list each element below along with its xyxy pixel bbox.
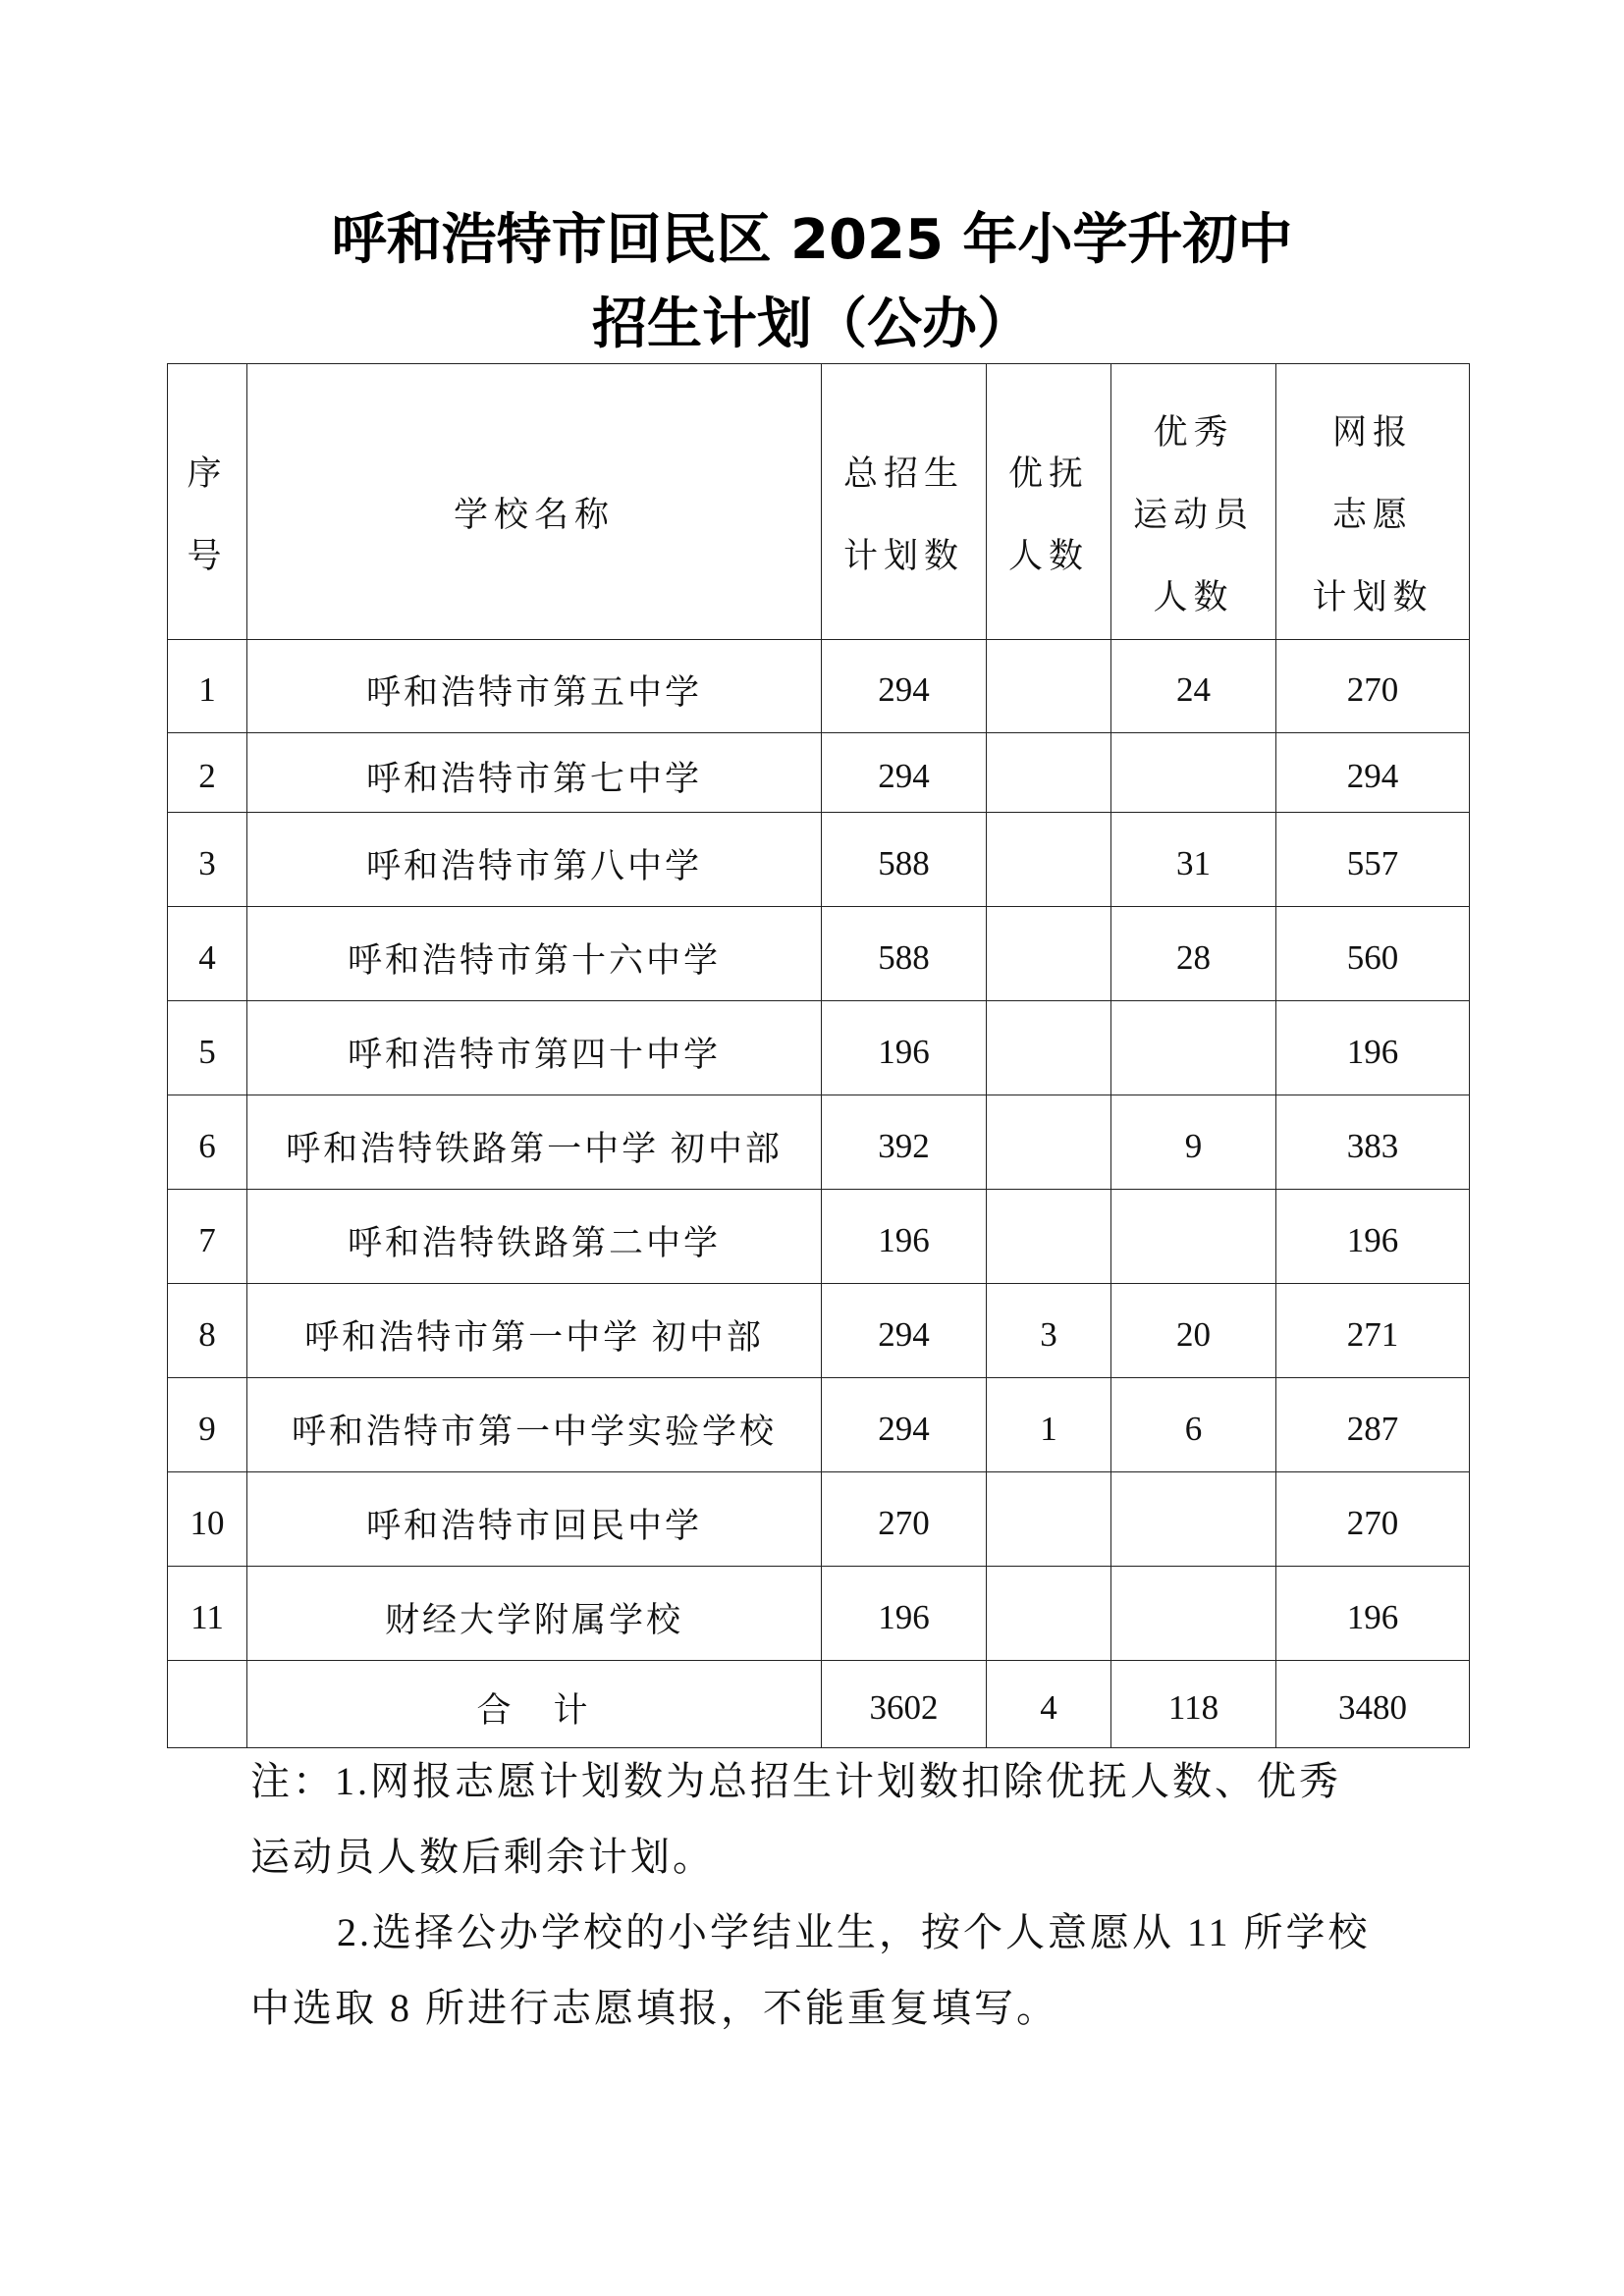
- row-number-cell: 4: [168, 907, 247, 1001]
- school-name-cell: 呼和浩特市第五中学: [247, 640, 822, 733]
- row-number-cell: 6: [168, 1095, 247, 1190]
- row-number-cell: 3: [168, 813, 247, 907]
- table-row: [168, 1001, 1470, 1095]
- notes-section: [250, 1743, 1371, 2046]
- athlete-count-cell: [1111, 1472, 1276, 1567]
- school-name-cell: 呼和浩特市回民中学: [247, 1472, 822, 1567]
- header-line: 人数: [1153, 578, 1234, 616]
- online-plan-cell: 557: [1276, 813, 1470, 907]
- preferential-count-cell: [987, 1567, 1111, 1661]
- row-number-cell: 9: [168, 1378, 247, 1472]
- subtitle-line: 招生计划（公办）: [592, 293, 1032, 356]
- header-line: 优秀: [1153, 413, 1234, 452]
- row-number-cell: 10: [168, 1472, 247, 1567]
- online-plan-cell: 196: [1276, 1567, 1470, 1661]
- note-1-line: 注：1.网报志愿计划数为总招生计划数扣除优抚人数、优秀: [250, 1759, 1341, 1803]
- online-plan-cell: 271: [1276, 1284, 1470, 1378]
- row-number-cell: 7: [168, 1190, 247, 1284]
- preferential-count-cell: [987, 640, 1111, 733]
- total-plan-cell: 196: [822, 1190, 987, 1284]
- online-plan-cell: 294: [1276, 733, 1470, 813]
- header-line: 号: [187, 537, 228, 575]
- athlete-count-cell: [1111, 733, 1276, 813]
- total-plan-cell: 196: [822, 1001, 987, 1095]
- school-name-cell: 呼和浩特铁路第二中学: [247, 1190, 822, 1284]
- school-name-cell: 财经大学附属学校: [247, 1567, 822, 1661]
- note-2-line: 2.选择公办学校的小学结业生，按个人意愿从 11 所学校: [337, 1910, 1371, 1954]
- preferential-count-cell: 1: [987, 1378, 1111, 1472]
- athlete-count-cell: 24: [1111, 640, 1276, 733]
- header-athlete-count: [1111, 364, 1276, 640]
- header-line: 计划数: [1312, 578, 1434, 616]
- header-school-name: [247, 364, 822, 640]
- preferential-count-cell: [987, 1190, 1111, 1284]
- school-name-cell: 呼和浩特市第十六中学: [247, 907, 822, 1001]
- online-plan-cell: 287: [1276, 1378, 1470, 1472]
- online-plan-cell: 270: [1276, 640, 1470, 733]
- online-plan-sum-cell: 3480: [1276, 1661, 1470, 1748]
- online-plan-cell: 196: [1276, 1001, 1470, 1095]
- preferential-count-cell: [987, 813, 1111, 907]
- table-total-row: [168, 1661, 1470, 1748]
- school-name-cell: 呼和浩特市第四十中学: [247, 1001, 822, 1095]
- preferential-count-cell: [987, 733, 1111, 813]
- athlete-count-cell: 31: [1111, 813, 1276, 907]
- athlete-count-cell: 6: [1111, 1378, 1276, 1472]
- athlete-count-cell: [1111, 1190, 1276, 1284]
- online-plan-cell: 560: [1276, 907, 1470, 1001]
- table-row: [168, 733, 1470, 813]
- header-line: 人数: [1007, 537, 1089, 575]
- table-row: [168, 813, 1470, 907]
- row-number-cell: [168, 1661, 247, 1748]
- table-row: [168, 1378, 1470, 1472]
- table-row: [168, 1095, 1470, 1190]
- athlete-count-cell: 9: [1111, 1095, 1276, 1190]
- total-plan-cell: 196: [822, 1567, 987, 1661]
- enrollment-plan-table: [167, 363, 1470, 1748]
- preferential-count-cell: 3: [987, 1284, 1111, 1378]
- total-plan-cell: 588: [822, 907, 987, 1001]
- title-line: 呼和浩特市回民区 2025 年小学升初中: [331, 208, 1293, 272]
- table-header-row: [168, 364, 1470, 640]
- note-2-line: 中选取 8 所进行志愿填报，不能重复填写。: [250, 1986, 1058, 2030]
- header-line: 序: [187, 454, 228, 493]
- header-line: 学校名称: [453, 496, 615, 534]
- header-online-plan: [1276, 364, 1470, 640]
- header-line: 计划数: [842, 537, 964, 575]
- school-name-cell: 呼和浩特市第八中学: [247, 813, 822, 907]
- table-row: [168, 907, 1470, 1001]
- header-preferential-count: [987, 364, 1111, 640]
- document-title: [0, 198, 1624, 367]
- header-total-plan: [822, 364, 987, 640]
- total-plan-cell: 294: [822, 640, 987, 733]
- preferential-sum-cell: 4: [987, 1661, 1111, 1748]
- total-plan-cell: 392: [822, 1095, 987, 1190]
- row-number-cell: 5: [168, 1001, 247, 1095]
- table-row: [168, 1472, 1470, 1567]
- school-name-cell: 呼和浩特市第一中学 初中部: [247, 1284, 822, 1378]
- row-number-cell: 8: [168, 1284, 247, 1378]
- total-plan-cell: 294: [822, 733, 987, 813]
- school-name-cell: 呼和浩特铁路第一中学 初中部: [247, 1095, 822, 1190]
- total-plan-sum-cell: 3602: [822, 1661, 987, 1748]
- total-plan-cell: 270: [822, 1472, 987, 1567]
- athlete-count-cell: [1111, 1001, 1276, 1095]
- school-name-cell: 呼和浩特市第一中学实验学校: [247, 1378, 822, 1472]
- total-plan-cell: 588: [822, 813, 987, 907]
- preferential-count-cell: [987, 1472, 1111, 1567]
- header-line: 志愿: [1331, 496, 1413, 534]
- total-label-cell: 合 计: [247, 1661, 822, 1748]
- total-plan-cell: 294: [822, 1378, 987, 1472]
- table-row: [168, 1190, 1470, 1284]
- table-row: [168, 1284, 1470, 1378]
- table-row: [168, 640, 1470, 733]
- online-plan-cell: 196: [1276, 1190, 1470, 1284]
- athlete-count-cell: 28: [1111, 907, 1276, 1001]
- online-plan-cell: 270: [1276, 1472, 1470, 1567]
- preferential-count-cell: [987, 1001, 1111, 1095]
- total-plan-cell: 294: [822, 1284, 987, 1378]
- header-line: 优抚: [1007, 454, 1089, 493]
- row-number-cell: 2: [168, 733, 247, 813]
- athlete-sum-cell: 118: [1111, 1661, 1276, 1748]
- athlete-count-cell: [1111, 1567, 1276, 1661]
- school-name-cell: 呼和浩特市第七中学: [247, 733, 822, 813]
- header-line: 总招生: [842, 454, 964, 493]
- note-1-line: 运动员人数后剩余计划。: [250, 1835, 715, 1879]
- row-number-cell: 11: [168, 1567, 247, 1661]
- preferential-count-cell: [987, 1095, 1111, 1190]
- athlete-count-cell: 20: [1111, 1284, 1276, 1378]
- header-line: 网报: [1331, 413, 1413, 452]
- table-row: [168, 1567, 1470, 1661]
- row-number-cell: 1: [168, 640, 247, 733]
- preferential-count-cell: [987, 907, 1111, 1001]
- header-line: 运动员: [1132, 496, 1254, 534]
- online-plan-cell: 383: [1276, 1095, 1470, 1190]
- header-serial-number: [168, 364, 247, 640]
